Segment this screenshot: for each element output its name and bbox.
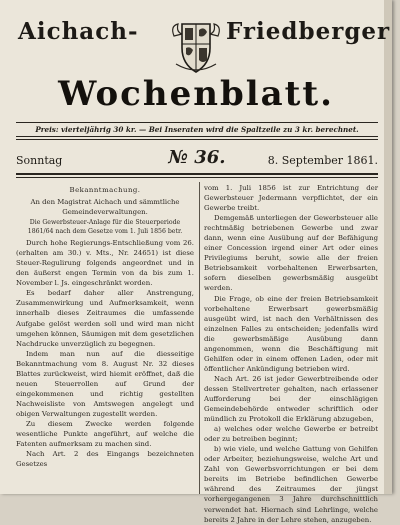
dateline	[16, 147, 378, 170]
article-heading: Bekanntmachung.	[69, 186, 141, 194]
list-item: a) welches oder welche Gewerbe er betreibt oder zu betreiben beginnt;	[204, 425, 378, 444]
title-main: Wochenblatt.	[58, 74, 334, 114]
rule-top	[16, 122, 378, 123]
paragraph: Nach Art. 26 ist jeder Gewerbtreibende oder dessen Stellvertreter gehalten, nach erlassener Aufforderung bei der einschlägigen Gemeindebehörde entweder schriftlich oder mündlich zu Protokoll die Erklärung abzugeben,	[204, 374, 378, 424]
paragraph: Nach Art. 2 des Eingangs bezeichneten Gesetzes	[16, 450, 194, 469]
price-line: Preis: vierteljährig 30 kr. — Bei Inseraten wird die Spaltzeile zu 3 kr. berechnet.	[35, 125, 359, 134]
column-right	[204, 183, 378, 525]
issue-day: Sonntag	[16, 154, 63, 167]
coat-of-arms-icon	[168, 18, 224, 76]
column-left	[16, 183, 194, 469]
list-item: b) wie viele, und welche Gattung von Gehilfen oder Arbeiter, beziehungsweise, welche Art und Zahl von Gewerbsvorrichtungen er bei dem bereits im Betriebe befindlichen Gewerbe während des Zeitraumes der jüngst vorhergegangenen 3 Jahre durchschnittlich verwendet hat. Hiernach sind Lehrlinge, welche bereits 2 Jahre in der Lehre stehen, anzugeben.	[204, 445, 378, 524]
article-address: An den Magistrat Aichach und sämmtliche Gemeindeverwaltungen.	[30, 198, 180, 217]
issue-number: № 36.	[168, 147, 226, 168]
rule-dateline	[16, 173, 378, 175]
rule-price-double	[16, 139, 378, 140]
column-divider	[199, 182, 200, 494]
paragraph: Die Frage, ob eine der freien Betriebsamkeit vorbehaltene Erwerbsart gewerbsmäßig ausgeübt wird, ist nach den Verhältnissen des einzelnen Falles zu entscheiden; jedenfalls wird die gewerbsmäßige Ausübung dann angenommen, wenn die Beschäftigung mit Gehilfen oder in einem offenen Laden, oder mit öffentlicher Ankündigung betrieben wird.	[204, 294, 378, 373]
paragraph: Zu diesem Zwecke werden folgende wesentliche Punkte angeführt, auf welche die Fatenten aufmerksam zu machen sind.	[16, 419, 194, 449]
paragraph: Durch hohe Regierungs-Entschließung vom 26. (erhalten am 30.) v. Mts., Nr. 24651) ist diese Steuer-Regulirung folgends angeordnet und in den äußerst engen Termin von da bis zum 1. November l. Js. eingeschränkt worden.	[16, 239, 194, 288]
title-left: Aichach-	[18, 18, 139, 45]
paragraph: vom 1. Juli 1856 ist zur Entrichtung der Gewerbsteuer Jedermann verpflichtet, der ein Gewerbe treibt.	[204, 184, 378, 213]
paragraph: Es bedarf daher aller Anstrengung, Zusammenwirkung und Aufmerksamkeit, wenn innerhalb dieses Zeitraumes die umfassende Aufgabe gelöst werden soll und wird man nicht umgehen können, Säumigen mit dem gesetzlichen Nachdrucke unverzüglich zu begegnen.	[16, 289, 194, 348]
masthead	[0, 8, 392, 118]
paragraph: Indem man nun auf die diesseitige Bekanntmachung vom 8. August Nr. 32 dieses Blattes zurückweist, wird hiemit eröffnet, daß die neuen Steuerrollen auf Grund der eingekommenen und richtig gestellten Nachweisliste von Amtswegen angelegt und obigen Verwaltungen zugestellt werden.	[16, 349, 194, 418]
paragraph: Demgemäß unterliegen der Gewerbsteuer alle rechtmäßig betriebenen Gewerbe und zwar dann, wenn eine Ausübung auf der Befähigung einer Concession irgend einer Art oder eines Privilegiums beruht, sowie alle der freien Betriebsamkeit vorbehaltenen Erwerbsarten, sofern dieselben gewerbsmäßig ausgeübt werden.	[204, 214, 378, 293]
title-right: Friedberger	[226, 18, 391, 45]
rule-dateline-thin	[16, 177, 378, 178]
article-subject: Die Gewerbsteuer-Anlage für die Steuerperiode 1861/64 nach dem Gesetze vom 1. Juli 1856 betr.	[27, 219, 183, 235]
rule-price	[16, 136, 378, 137]
issue-date: 8. September 1861.	[267, 154, 378, 167]
